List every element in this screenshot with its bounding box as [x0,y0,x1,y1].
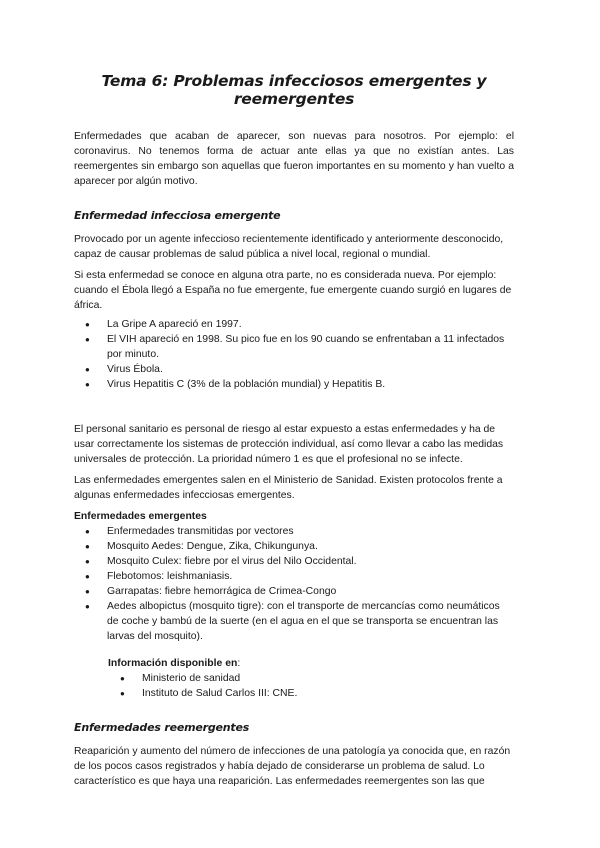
bullet-icon: ● [120,674,125,683]
list-item: ● Flebotomos: leishmaniasis. [85,571,233,582]
emergentes-heading: Enfermedades emergentes [74,511,207,522]
list-item: ● Mosquito Culex: fiebre por el virus del Nilo Occidental. [85,556,357,567]
list-item: ● La Gripe A apareció en 1997. [85,319,242,330]
bullet-icon: ● [120,689,125,698]
bullet-icon: ● [85,365,90,374]
bullet-icon: ● [85,572,90,581]
bullet-icon: ● [85,587,90,596]
section-heading-reemergentes: Enfermedades reemergentes [74,721,250,734]
bullet-icon: ● [85,335,90,344]
document-page [0,72,600,848]
bullet-icon: ● [85,602,90,611]
list-item: ● Virus Ébola. [85,364,163,375]
section-heading-emergente: Enfermedad infecciosa emergente [74,209,281,222]
list-item: ● Ministerio de sanidad [120,673,241,684]
paragraph-definition: Provocado por un agente infeccioso recientemente identificado y anteriormente desconocido, capaz de causar problemas de salud pública a nivel local, regional o mundial. [74,234,504,260]
emergent-examples-list [79,317,514,392]
bullet-icon: ● [85,320,90,329]
paragraph-ebola-example: Si esta enfermedad se conoce en alguna otra parte, no es considerada nueva. Por ejemplo: cuando el Ébola llegó a España no fue emergente, fue emergente cuando surgió en lugares de áfrica. [74,270,512,311]
list-item: ● Mosquito Aedes: Dengue, Zika, Chikungunya. [85,541,318,552]
list-item: ● El VIH apareció en 1998. Su pico fue en los 90 cuando se enfrentaban a 11 infectados por minuto. [85,334,505,360]
info-heading: Información disponible en: [108,658,241,669]
bullet-icon: ● [85,380,90,389]
list-item: ● Instituto de Salud Carlos III: CNE. [120,688,298,699]
bullet-icon: ● [85,557,90,566]
emergentes-list [79,524,514,644]
list-item: ● Aedes albopictus (mosquito tigre): con el transporte de mercancías como neumáticos de coche y bambú de la suerte (en el agua en el que se transporta se encuentran las larvas del mosquito). [85,601,500,642]
paragraph-reemergentes: Reaparición y aumento del número de infecciones de una patología ya conocida que, en razón de los pocos casos registrados y había dejado de considerarse un problema de salud. Lo característico es que haya una reaparición. Las enfermedades reemergentes son las que [74,746,511,787]
list-item: ● Virus Hepatitis C (3% de la población mundial) y Hepatitis B. [85,379,386,390]
page-title: Tema 6: Problemas infecciosos emergentes y reemergentes [101,72,487,108]
list-item: ● Enfermedades transmitidas por vectores [85,526,294,537]
paragraph-healthcare-staff: El personal sanitario es personal de riesgo al estar expuesto a estas enfermedades y ha de usar correctamente los sistemas de protección individual, así como llevar a cabo las medidas universales de protección. La prioridad número 1 es que el profesional no se infecte. [74,424,504,465]
bullet-icon: ● [85,542,90,551]
info-list [114,671,514,701]
paragraph-ministry: Las enfermedades emergentes salen en el Ministerio de Sanidad. Existen protocolos frente a algunas enfermedades infecciosas emergentes. [74,475,503,501]
list-item: ● Garrapatas: fiebre hemorrágica de Crimea-Congo [85,586,337,597]
intro-paragraph: Enfermedades que acaban de aparecer, son nuevas para nosotros. Por ejemplo: el coronavirus. No tenemos forma de actuar ante ellas ya que no existían antes. Las reemergentes sin embargo son aquellas que fueron importantes en su momento y han vuelto a aparecer por algún motivo. [74,131,514,187]
bullet-icon: ● [85,527,90,536]
